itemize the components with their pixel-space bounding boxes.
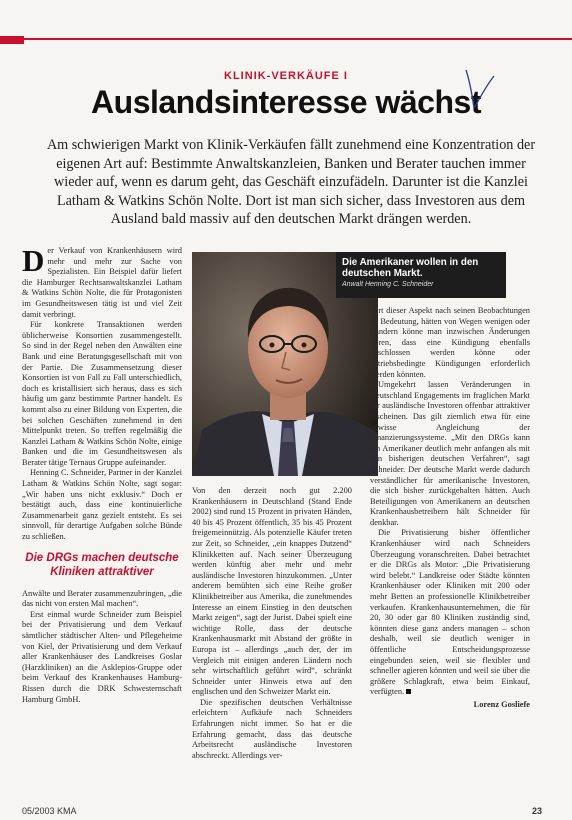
issue-label: 05/2003 KMA (22, 806, 77, 816)
section-rule (24, 38, 572, 40)
article-paragraph: Umgekehrt lassen Veränderungen in Deutschland Engagements im fraglichen Markt für ausländische Investoren offenbar attraktiver erscheinen. Das gilt ziemlich etwa für eine gewisse Angleichung der Finanzierungssysteme. „Mit den DRGs kann ein Amerikaner deutlich mehr anfangen als mit den bisherigen deutschen Verfahren“, sagt Schneider. Der deutsche Markt werde dadurch verständlicher für amerikanische Investoren, die sich bisher zurückgehalten hätten. Auch Beteiligungen von Amerikanern an deutschen Krankenhausbetreibern hält Schneider für denkbar. (370, 380, 530, 527)
caption-title: Die Amerikaner wollen in den deutschen Markt. (342, 257, 479, 279)
author-signature: Lorenz Gosliefe (473, 699, 530, 709)
article-paragraph: Henning C. Schneider, Partner in der Kanzlei Latham & Watkins Schön Nolte, sagt sogar: „Wir haben uns nicht exklusiv.“ Doch er bestätigt auch, dass eine kontinuierliche Zusammenarbeit ganz gezielt entsteht. Es sei sinnvoll, für derartige Aufgaben solche Bünde zu schließen. (22, 468, 182, 542)
pull-quote: Die DRGs machen deutsche Kliniken attraktiver (25, 551, 179, 578)
lead-paragraph: Am schwierigen Markt von Klinik-Verkäufen fällt zunehmend eine Konzentration der eigenen Art auf: Bestimmte Anwaltskanzleien, Banken und Berater tauchen immer wieder auf, wenn es darum geht, das Geschäft einzufädeln. Darunter ist die Kanzlei Latham & Watkins Schön Nolte. Dort ist man sich sicher, dass Investoren aus dem Ausland bald massiv auf den deutschen Markt drängen werden. (46, 137, 536, 227)
kicker: KLINIK-VERKÄUFE I (224, 70, 348, 82)
article-paragraph: Die Privatisierung bisher öffentlicher Krankenhäuser wird nach Schneiders Überzeugung voranschreiten. Dabei betrachtet er die DRGs als Motor: „Die Privatisierung wird belebt.“ Landkreise oder Städte könnten Krankenhäuser oder Kliniken mit 200 oder mehr Betten an professionelle Klinikbetreiber verkaufen. Krankenhausunternehmen, die für 20, 30 oder gar 80 Kliniken zuständig sind, könnten diese ganz anders managen – schon deshalb, weil sie deutlich weniger in öffentliche Entscheidungsprozesse eingebunden seien, weil sie flexibler und schneller agieren könnten und weil sie über die größere Schlagkraft, etwa beim Einkauf, verfügten. (370, 528, 530, 697)
drop-cap: D (22, 246, 45, 278)
article-paragraph: Anwälte und Berater zusammenzubringen, „die das nicht von ersten Mal machen“. (22, 588, 182, 609)
article-column-3 (370, 306, 530, 802)
article-paragraph: Für konkrete Transaktionen werden üblicherweise Konsortien zusammengestellt. So sind in der Regel neben den Anwälten eine Bank und eine Beratungsgesellschaft mit von der Partie. Die Zusammensetzung dieser Konsortien ist von Fall zu Fall unterschiedlich, doch es kristallisiert sich heraus, dass es sich häufig um ganz bestimmte Partner handelt. Es kommt also zu einer Bildung von Experten, die bei solchen Geschäften zunehmend in den Mittelpunkt treten. So treffen regelmäßig die Kanzlei Latham & Watkins Schön Nolte, einige Banken und die im Gesundheitswesen als Berater tätige Ternaus Gruppe aufeinander. (22, 320, 182, 467)
page-number: 23 (531, 806, 542, 816)
caption-credit: Anwalt Henning C. Schneider (342, 281, 434, 288)
end-mark-icon (406, 689, 411, 694)
section-red-bar (0, 36, 24, 44)
article-paragraph: Der Verkauf von Krankenhäusern wird mehr und mehr zur Sache von Spezialisten. Ein Beispiel dafür liefert die Hamburger Rechtsanwaltskanzlei Latham & Watkins Schön Nolte, die für Protagonisten im Gesundheitswesen tätig ist und viel Zeit damit verbringt. (22, 246, 182, 319)
article-column-1 (22, 246, 182, 802)
article-column-2 (192, 486, 352, 802)
pen-mark-icon (458, 68, 498, 112)
article-paragraph: Erst einmal wurde Schneider zum Beispiel bei der Privatisierung und dem Verkauf sämtlicher städtischer Alten- und Pflegeheime von Kiel, der Privatisierung und dem Verkauf aller Krankenhäuser des Landkreises Goslar (Harzkliniken) an die Asklepios-Gruppe oder beim Verkauf des Krankenhauses Hamburg-Rissen durch die DRK Schwesternschaft Hamburg GmbH. (22, 609, 182, 704)
headline: Auslandsinteresse wächst (91, 84, 481, 120)
article-paragraph: Von den derzeit noch gut 2.200 Krankenhäusern in Deutschland (Stand Ende 2002) sind rund 15 Prozent in privaten Händen, 40 bis 45 Prozent öffentlich, 35 bis 45 Prozent freigemeinnützig. Als potenzielle Käufer treten zur Zeit, so Schneider, „ein knappes Dutzend“ Klinikketten auf. Nach seiner Überzeugung werden künftig aber mehr und mehr ausländische Investoren hinzukommen. „Unter anderem bemühten sich eine Reihe großer Klinikbetreiber aus Amerika, die zunehmendes Interesse an einem Einstieg in den deutschen Markt zeigen“, sagt der Jurist. Dabei spielt eine wichtige Rolle, dass der deutsche Krankenhausmarkt mit Abstand der größte in Europa ist – allerdings „auch der, der im Vergleich mit einigen anderen Ländern noch sehr wirtschaftlich geführt wird“, schränkt Schneider unter Hinweis etwa auf den englischen und den Schweizer Markt ein. (192, 486, 352, 697)
page-footer (22, 806, 542, 818)
photo-caption (336, 252, 506, 298)
article-paragraph: liert dieser Aspekt nach seinen Beobachtungen an Bedeutung, hätten von Wegen wenigen oder Ländern könne man inzwischen Änderungen hören, dass eine Kündigung ebenfalls geschlossen werden könne oder betriebsbedingte Kündigungen erforderlich werden könnten. (370, 306, 530, 379)
article-paragraph: Die spezifischen deutschen Verhältnisse erleichtern Aufkäufe nach Schneiders Erfahrungen nicht immer. So hat er die Erfahrung gemacht, dass das deutsche Arbeitsrecht ausländische Investoren abschreckt. Allerdings ver- (192, 697, 352, 760)
